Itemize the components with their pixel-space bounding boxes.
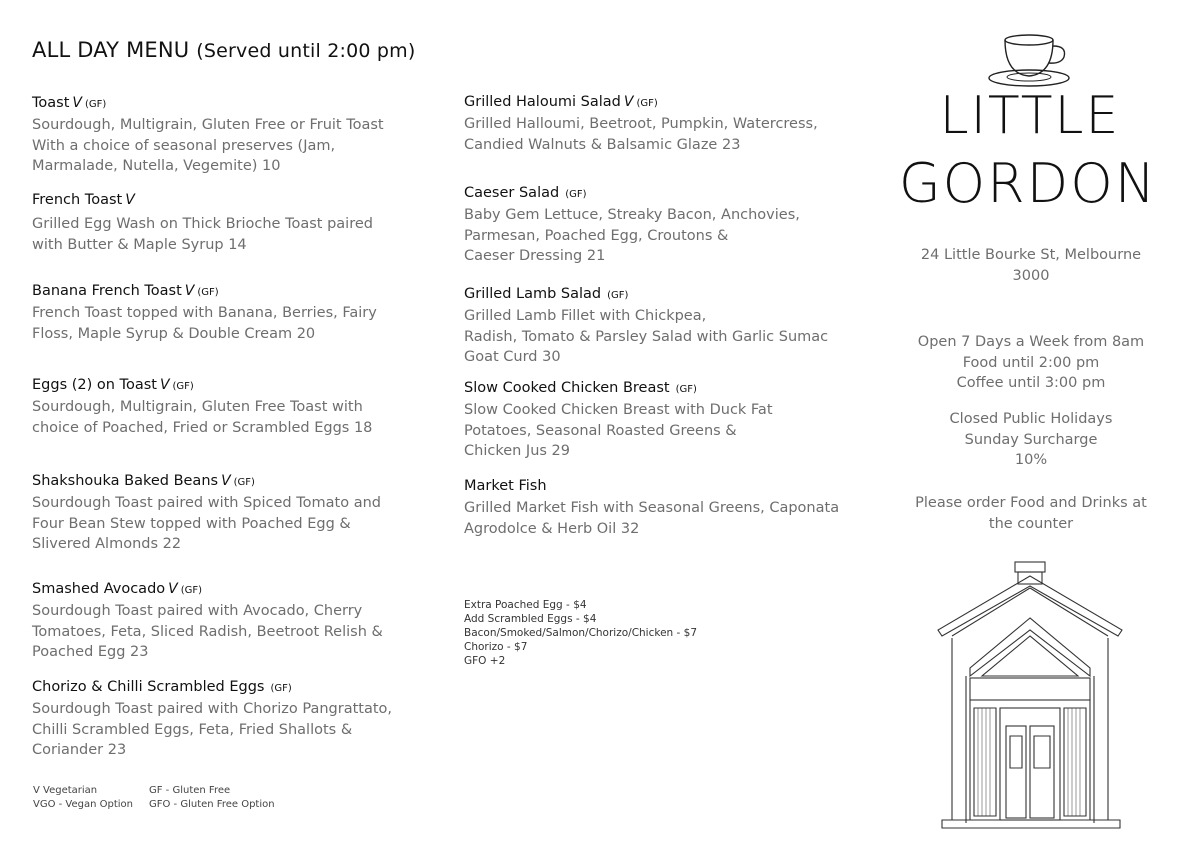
legend-gluten-free: GF - Gluten Free [149, 785, 231, 796]
legend-vegan-option: VGO - Vegan Option [33, 798, 134, 810]
dietary-legend [33, 784, 275, 811]
opening-hours: Open 7 Days a Week from 8am Food until 2:00 pm Coffee until 3:00 pm [917, 334, 1145, 391]
menu-item [464, 92, 818, 155]
item-name: Chorizo & Chilli Scrambled Eggs (GF) [32, 679, 292, 695]
extras-list [464, 598, 697, 668]
item-name: Banana French Toast V (GF) [32, 283, 219, 299]
menu-subtitle: (Served until 2:00 pm) [196, 40, 416, 62]
item-description: Slow Cooked Chicken Breast with Duck Fat Potatoes, Seasonal Roasted Greens & Chicken Jus 29 [464, 402, 773, 459]
item-name: Caeser Salad (GF) [464, 185, 587, 201]
item-name: Shakshouka Baked Beans V (GF) [32, 473, 255, 489]
extra-item: GFO +2 [464, 655, 506, 667]
extra-item: Add Scrambled Eggs - $4 [464, 613, 597, 625]
vegetarian-icon: V [623, 94, 634, 110]
item-name: French Toast V [32, 192, 135, 208]
item-description: Sourdough, Multigrain, Gluten Free Toast with choice of Poached, Fried or Scrambled Eggs 18 [32, 399, 373, 436]
vegetarian-icon: V [184, 283, 195, 299]
vegetarian-icon: V [168, 581, 178, 597]
extra-item: Bacon/Smoked/Salmon/Chorizo/Chicken - $7 [464, 627, 698, 639]
menu-item [32, 93, 384, 177]
menu-item [32, 375, 372, 438]
item-description: Sourdough, Multigrain, Gluten Free or Fruit Toast With a choice of seasonal preserves (Jam, Marmalade, Nutella, Vegemite) 10 [32, 117, 384, 174]
item-name: Slow Cooked Chicken Breast (GF) [464, 380, 697, 396]
legend-gluten-free-option: GFO - Gluten Free Option [149, 798, 275, 810]
menu-item [464, 183, 800, 267]
page-title [32, 38, 415, 62]
vegetarian-icon: V [72, 95, 82, 111]
address: 24 Little Bourke St, Melbourne 3000 [920, 247, 1142, 284]
vegetarian-icon: V [125, 192, 135, 208]
item-description: Grilled Market Fish with Seasonal Greens, Caponata Agrodolce & Herb Oil 32 [464, 500, 840, 537]
menu-item [32, 471, 381, 555]
menu-item [464, 284, 828, 368]
building-illustration [930, 558, 1130, 833]
brand-line-2: GORDON [898, 152, 1158, 215]
menu-item [464, 378, 773, 462]
extra-item: Chorizo - $7 [464, 641, 528, 653]
holiday-info: Closed Public Holidays Sunday Surcharge 10% [949, 411, 1113, 468]
item-description: Grilled Lamb Fillet with Chickpea, Radish, Tomato & Parsley Salad with Garlic Sumac Goat Curd 30 [464, 308, 829, 365]
item-name: Grilled Haloumi Salad V (GF) [464, 94, 658, 110]
item-description: Sourdough Toast paired with Avocado, Cherry Tomatoes, Feta, Sliced Radish, Beetroot Relish & Poached Egg 23 [32, 603, 383, 660]
item-name: Eggs (2) on Toast V (GF) [32, 377, 194, 393]
item-description: Sourdough Toast paired with Spiced Tomato and Four Bean Stew topped with Poached Egg & Slivered Almonds 22 [32, 495, 381, 552]
item-description: Baby Gem Lettuce, Streaky Bacon, Anchovies, Parmesan, Poached Egg, Croutons & Caeser Dressing 21 [464, 207, 800, 264]
extra-item: Extra Poached Egg - $4 [464, 599, 587, 611]
vegetarian-icon: V [159, 377, 170, 393]
item-name: Smashed Avocado V (GF) [32, 581, 203, 597]
item-name: Toast V (GF) [32, 95, 107, 111]
item-name: Grilled Lamb Salad (GF) [464, 286, 629, 302]
menu-item [464, 476, 839, 539]
menu-item [32, 190, 373, 255]
menu-item [32, 281, 377, 344]
item-name: Market Fish [464, 478, 547, 494]
item-description: Grilled Egg Wash on Thick Brioche Toast paired with Butter & Maple Syrup 14 [32, 216, 373, 253]
menu-item [32, 579, 383, 663]
coffee-cup-icon [985, 30, 1075, 90]
item-description: Grilled Halloumi, Beetroot, Pumpkin, Watercress, Candied Walnuts & Balsamic Glaze 23 [464, 116, 818, 153]
menu-title: ALL DAY MENU [32, 38, 190, 62]
item-description: French Toast topped with Banana, Berries, Fairy Floss, Maple Syrup & Double Cream 20 [32, 305, 377, 342]
item-description: Sourdough Toast paired with Chorizo Pangrattato, Chilli Scrambled Eggs, Feta, Fried Shallots & Coriander 23 [32, 701, 393, 758]
legend-vegetarian: V Vegetarian [33, 785, 98, 796]
vegetarian-icon: V [221, 473, 231, 489]
menu-item [32, 677, 392, 761]
brand-line-1: LITTLE [939, 86, 1121, 146]
order-notice: Please order Food and Drinks at the counter [915, 495, 1147, 532]
